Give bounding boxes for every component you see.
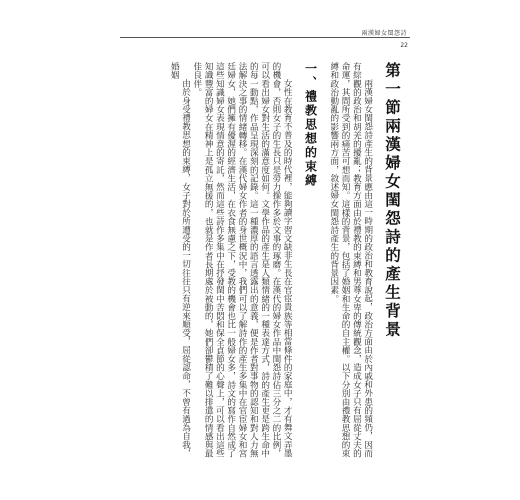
section-heading xyxy=(303,62,318,462)
book-page xyxy=(100,22,422,478)
running-head-title: 兩漢婦女閨怨詩 xyxy=(361,30,407,37)
page-body xyxy=(108,62,408,462)
header-rule xyxy=(120,37,410,38)
chapter-heading-label: 第一節 xyxy=(383,62,402,118)
page-number: 22 xyxy=(400,42,408,49)
chapter-heading-title: 兩漢婦女閨怨詩的產生背景 xyxy=(383,117,402,340)
section-paragraph: 女性在教育不普及的時代裡，能夠讀字習文缺非生長在官宦貴族等相當條件的家庭中，才有舞文弄墨的機會，否則女子的生長只是勞力操作多於文事的琢磨。在漢代的婦女作品中閨怨詩佔三分之二的比例，可以看出婦女對生活的滿意度如何。文學作品的產生是人類情緒的一種表達方式，詩的產生更是跨生命中的每一動點，作品呈現深刻的記錄。這一種濃厚的語言透露出的意義，便是作者對事物的認知和對人力無法解決之事的情緒轉移。在漢代婦女作者的身世概況中，我們可以了解詩作的產生多集中在官宦婦女和宮廷婦女，她們擁有優渥的經濟生活，在衣食無慮之下，受教的機會也比一般婦女多，詩文的寫作自然成了這些知識婦女表現情意的寄託，然而這些詩作多集中在抒發閨中苦悶和保全貞節的心聲上，可以看出這些知識豐富的婦女在精神上是孤立無援的，也就是作者長期處於被動的，她們卻鬱積了難以排遣的情感與最佳良伴。 xyxy=(191,62,293,458)
chapter-paragraph: 兩漢婦女閨怨詩產生的背景應由這一時期的政治和教育說起，政治方面由於內戚和外患的頻仍，因而有綜觀的政治和胡羌的擾亂；教育方面由於禮教的束縛和男尊女卑的傳統觀念，造成女子只有屈從丈夫的命運，其間所受到的痛苦可想而知。這樣的背景，包括了婚姻和生命的自主權。以下分別由禮教思想的束縛和政治動亂的影響兩方面，敘述婦女閨怨詩產生的背景因素。 xyxy=(328,62,373,458)
running-head xyxy=(361,28,410,37)
chapter-heading xyxy=(383,62,402,462)
section-heading-label: 一、 xyxy=(303,62,318,90)
section-paragraph: 由於身受禮教思想的束縛，女子對於所遭受的一切往往只有逆來順受，屈從認命，不曾有過為自我，婚姻 xyxy=(169,62,191,458)
section-heading-title: 禮教思想的束縛 xyxy=(303,90,318,188)
